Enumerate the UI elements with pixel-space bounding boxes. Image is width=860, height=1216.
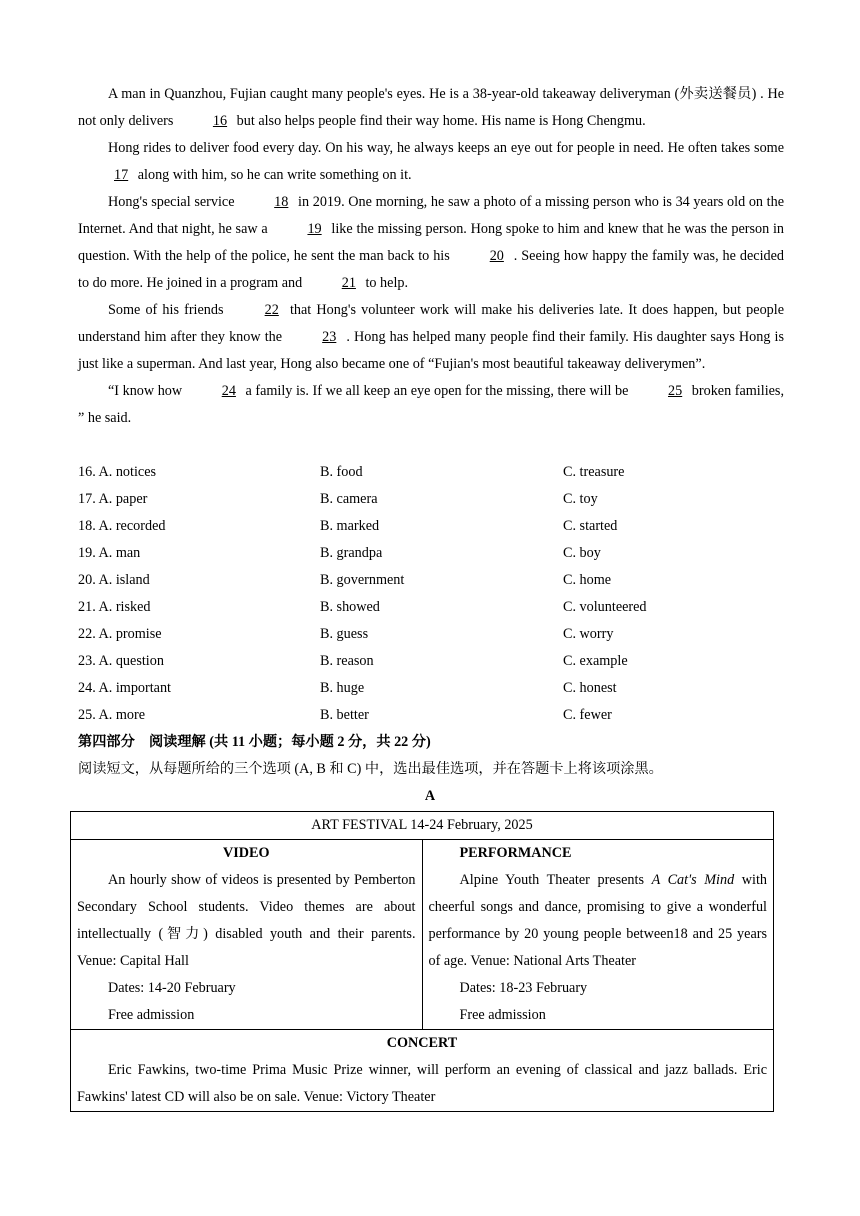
cloze-passage [78, 81, 784, 432]
video-heading: VIDEO [222, 845, 270, 861]
performance-admission: Free admission [459, 1007, 546, 1023]
video-cell [71, 840, 423, 1030]
performance-heading: PERFORMANCE [459, 845, 572, 861]
option-row-23 [78, 648, 784, 675]
option-row-25 [78, 702, 784, 729]
option-a: 20. A. island [78, 572, 150, 588]
concert-heading: CONCERT [386, 1035, 458, 1051]
option-b: B. showed [320, 599, 380, 615]
option-c: C. volunteered [563, 599, 647, 615]
blank-19: 19 [307, 221, 322, 237]
option-a: 25. A. more [78, 707, 145, 723]
concert-description: Eric Fawkins, two-time Prima Music Prize winner, will perform an evening of classical and jazz ballads. Eric Fawkins' latest CD will also be on sale. Venue: Victory Theater [77, 1062, 767, 1105]
blank-24: 24 [221, 383, 236, 399]
concert-cell [71, 1030, 774, 1112]
option-b: B. huge [320, 680, 365, 696]
option-a: 21. A. risked [78, 599, 151, 615]
option-c: C. fewer [563, 707, 612, 723]
option-a: 16. A. notices [78, 464, 157, 480]
video-description: An hourly show of videos is presented by Pemberton Secondary School students. Video themes are about intellectually (智力) disabled youth and their parents. Venue: Capital Hall [77, 872, 416, 969]
paragraph-5: “I know how 24 a family is. If we all keep an eye open for the missing, there will be 25 broken families, ” he said. [78, 378, 784, 432]
option-b: B. better [320, 707, 369, 723]
option-row-18 [78, 513, 784, 540]
festival-title: ART FESTIVAL 14-24 February, 2025 [71, 812, 774, 840]
section-title: 第四部分 阅读理解 (共 11 小题；每小题 2 分，共 22 分) [78, 734, 431, 750]
show-title: A Cat's Mind [651, 872, 735, 888]
section-instruction: 阅读短文，从每题所给的三个选项 (A, B 和 C) 中，选出最佳选项，并在答题卡上将该项涂黑。 [78, 761, 663, 777]
option-row-20 [78, 567, 784, 594]
option-row-21 [78, 594, 784, 621]
performance-description: Alpine Youth Theater presents A Cat's Mind with cheerful songs and dance, promising to give a wonderful performance by 20 young people between18 and 25 years of age. Venue: National Arts Theater [428, 872, 767, 969]
option-c: C. worry [563, 626, 614, 642]
answer-options [78, 459, 784, 729]
option-row-22 [78, 621, 784, 648]
option-row-24 [78, 675, 784, 702]
option-b: B. food [320, 464, 363, 480]
option-c: C. home [563, 572, 612, 588]
blank-17: 17 [114, 167, 129, 183]
option-b: B. grandpa [320, 545, 383, 561]
art-festival-table [70, 811, 774, 1112]
blank-18: 18 [274, 194, 289, 210]
option-b: B. guess [320, 626, 369, 642]
paragraph-4: Some of his friends 22 that Hong's volunteer work will make his deliveries late. It does happen, but people understand him after they know the 23 . Hong has helped many people find their family. His daughter says Hong is just like a superman. And last year, Hong also became one of “Fujian's most beautiful takeaway deliverymen”. [78, 297, 784, 378]
video-admission: Free admission [108, 1007, 195, 1023]
option-a: 19. A. man [78, 545, 141, 561]
option-b: B. camera [320, 491, 378, 507]
option-row-17 [78, 486, 784, 513]
blank-20: 20 [489, 248, 504, 264]
option-a: 18. A. recorded [78, 518, 166, 534]
option-row-16 [78, 459, 784, 486]
paragraph-1: A man in Quanzhou, Fujian caught many people's eyes. He is a 38-year-old takeaway deliveryman (外卖送餐员) . He not only delivers 16 but also helps people find their way home. His name is Hong Chengmu. [78, 81, 784, 135]
option-b: B. government [320, 572, 405, 588]
option-a: 17. A. paper [78, 491, 148, 507]
option-row-19 [78, 540, 784, 567]
blank-16: 16 [212, 113, 228, 129]
blank-25: 25 [668, 383, 683, 399]
option-c: C. honest [563, 680, 617, 696]
paragraph-3: Hong's special service 18 in 2019. One morning, he saw a photo of a missing person who is 34 years old on the Internet. And that night, he saw a 19 like the missing person. Hong spoke to him and knew that he was the person in question. With the help of the police, he sent the man back to his 20 . Seeing how happy the family was, he decided to do more. He joined in a program and 21 to help. [78, 189, 784, 297]
blank-23: 23 [322, 329, 337, 345]
option-a: 24. A. important [78, 680, 172, 696]
passage-label: A [424, 788, 436, 804]
option-c: C. example [563, 653, 628, 669]
blank-21: 21 [341, 275, 356, 291]
blank-22: 22 [264, 302, 279, 318]
option-c: C. boy [563, 545, 601, 561]
option-c: C. treasure [563, 464, 625, 480]
performance-cell [422, 840, 774, 1030]
option-a: 23. A. question [78, 653, 164, 669]
option-a: 22. A. promise [78, 626, 162, 642]
performance-dates: Dates: 18-23 February [459, 980, 588, 996]
option-b: B. reason [320, 653, 374, 669]
video-dates: Dates: 14-20 February [108, 980, 236, 996]
option-b: B. marked [320, 518, 380, 534]
option-c: C. started [563, 518, 618, 534]
paragraph-2: Hong rides to deliver food every day. On his way, he always keeps an eye out for people in need. He often takes some 17 along with him, so he can write something on it. [78, 135, 784, 189]
option-c: C. toy [563, 491, 598, 507]
